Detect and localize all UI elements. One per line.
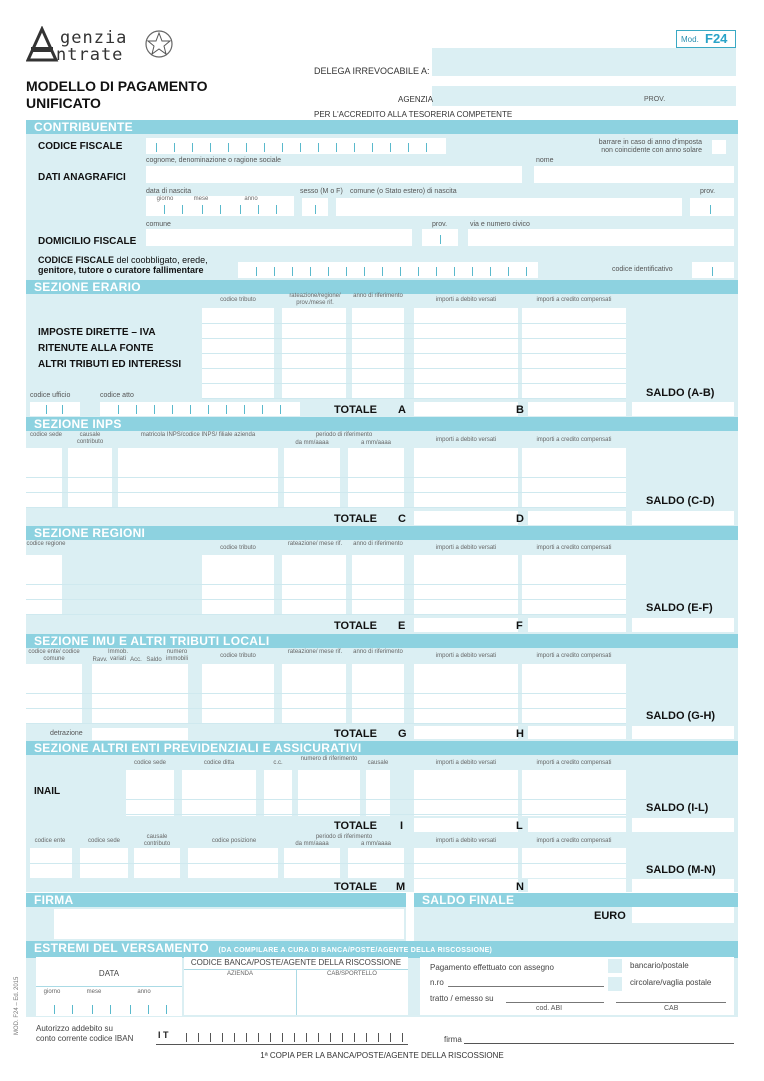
f24-badge xyxy=(676,30,736,48)
estremi-data-label: DATA xyxy=(98,969,120,978)
inail-label: INAIL xyxy=(34,786,61,797)
pagamento-label: Pagamento effettuato con assegno xyxy=(430,963,554,972)
form-title xyxy=(26,78,207,112)
altri-col-causale: causale xyxy=(367,760,389,766)
imu-totale-g-field[interactable] xyxy=(414,726,518,739)
imu-col-codice-tributo: codice tributo xyxy=(220,653,256,659)
estremi-giorno: giorno xyxy=(43,989,61,995)
emblem-icon xyxy=(144,28,174,60)
data-nascita-field[interactable] xyxy=(146,196,294,216)
regioni-col-codice-tributo: codice tributo xyxy=(220,545,256,551)
prov-nascita-label: prov. xyxy=(700,188,716,195)
inps-col-codice-sede: codice sede xyxy=(29,432,63,438)
via-label: via e numero civico xyxy=(470,221,530,228)
footer-copia: 1ª COPIA PER LA BANCA/POSTE/AGENTE DELLA RISCOSSIONE xyxy=(260,1051,504,1060)
estremi-header xyxy=(26,941,738,958)
nome-label: nome xyxy=(536,157,554,164)
inps-col-periodo: periodo di riferimento xyxy=(315,432,373,438)
inps-saldo-field[interactable] xyxy=(632,511,734,525)
altri-col-codice-ditta: codice ditta xyxy=(203,760,235,766)
coobbligato-line2: genitore, tutore o curatore fallimentare xyxy=(38,265,204,275)
codice-identificativo-label: codice identificativo xyxy=(612,266,673,273)
comune-nascita-field[interactable] xyxy=(336,198,682,216)
regioni-e-label: E xyxy=(398,620,406,632)
codice-atto-label: codice atto xyxy=(100,392,134,399)
side-code-text: MOD. F24 – Ed. 2015 xyxy=(14,976,20,1035)
altri-col-codice-posizione: codice posizione xyxy=(211,838,257,844)
inps-col-causale: causale contributo xyxy=(76,432,104,445)
imu-col-numero: numero immobili xyxy=(166,649,189,662)
sesso-field[interactable] xyxy=(302,198,328,216)
altri-col-codice-sede2: codice sede xyxy=(87,838,121,844)
prov-nascita-field[interactable] xyxy=(690,198,734,216)
prov-domicilio-field[interactable] xyxy=(422,229,458,246)
logo-line1: genzia xyxy=(60,28,128,48)
erario-b-label: B xyxy=(516,404,524,416)
saldo-finale-field[interactable] xyxy=(632,907,734,923)
codice-ufficio-field[interactable] xyxy=(30,402,80,416)
erario-header: SEZIONE ERARIO xyxy=(26,280,738,294)
altri-col-debito: importi a debito versati xyxy=(435,760,497,766)
coobbligato-cf-field[interactable] xyxy=(238,262,538,278)
regioni-totale-f-field[interactable] xyxy=(528,618,626,632)
altri-totale-label: TOTALE xyxy=(334,881,377,893)
inps-totale-c-field[interactable] xyxy=(414,511,518,525)
inps-totale-d-field[interactable] xyxy=(528,511,626,525)
data-nascita-label: data di nascita xyxy=(146,188,192,195)
title-line2: UNIFICATO xyxy=(26,95,101,111)
comune-nascita-label: comune (o Stato estero) di nascita xyxy=(350,188,457,195)
inps-saldo-label: SALDO (C-D) xyxy=(646,495,715,507)
erario-totale-b-field[interactable] xyxy=(528,402,626,416)
altri-totale-m-field[interactable] xyxy=(414,879,518,892)
imu-col-debito: importi a debito versati xyxy=(435,653,497,659)
inps-header: SEZIONE INPS xyxy=(26,417,738,431)
inps-c-label: C xyxy=(398,513,406,525)
erario-col-anno: anno di riferimento xyxy=(353,293,403,299)
estremi-anno: anno xyxy=(137,989,151,995)
domicilio-fiscale-label: DOMICILIO FISCALE xyxy=(38,236,137,247)
imu-g-label: G xyxy=(398,728,407,740)
altri-enti-header: SEZIONE ALTRI ENTI PREVIDENZIALI E ASSICURATIVI xyxy=(26,741,738,755)
title-line1: MODELLO DI PAGAMENTO xyxy=(26,78,208,94)
tratto-label: tratto / emesso su xyxy=(430,994,494,1003)
cab-label: CAB/SPORTELLO xyxy=(327,971,377,977)
cognome-field[interactable] xyxy=(146,166,522,183)
inps-d-label: D xyxy=(516,513,524,525)
autorizzo-firma-label: firma xyxy=(444,1035,462,1044)
altri-col-cc: c.c. xyxy=(273,760,283,766)
imu-col-saldo: Saldo xyxy=(146,657,162,663)
codice-banca-label: CODICE BANCA/POSTE/AGENTE DELLA RISCOSSIONE xyxy=(190,958,402,967)
altri-n-label: N xyxy=(516,881,524,893)
inail-totale-label: TOTALE xyxy=(334,820,377,832)
delega-field[interactable] xyxy=(432,48,736,76)
detrazione-field[interactable] xyxy=(92,728,188,740)
imu-col-rateazione: rateazione/ mese rif. xyxy=(287,649,343,655)
firma-header: FIRMA xyxy=(26,893,406,907)
mese-caption: mese xyxy=(193,196,209,202)
nro-label: n.ro xyxy=(430,978,444,987)
inps-row-lines xyxy=(26,463,626,508)
logo-line2: ntrate xyxy=(56,45,124,65)
imu-col-acc: Acc. xyxy=(130,657,142,663)
prov-label: PROV. xyxy=(644,96,666,103)
side-code xyxy=(14,965,24,1045)
comune-field[interactable] xyxy=(146,229,412,246)
inail-i-label: I xyxy=(400,820,404,832)
erario-totale-label: TOTALE xyxy=(334,404,377,416)
erario-saldo-label: SALDO (A-B) xyxy=(646,387,715,399)
sesso-label: sesso (M o F) xyxy=(300,188,343,195)
codice-identificativo-field[interactable] xyxy=(692,262,734,278)
estremi-assegno-box xyxy=(420,957,734,1015)
codice-fiscale-label: CODICE FISCALE xyxy=(38,141,123,152)
altri-col-codice-ente: codice ente xyxy=(34,838,66,844)
regioni-col-debito: importi a debito versati xyxy=(435,545,497,551)
erario-left2: RITENUTE ALLA FONTE xyxy=(38,343,154,354)
estremi-data-field[interactable] xyxy=(36,986,182,1016)
nome-field[interactable] xyxy=(534,166,734,183)
agenzia-label: AGENZIA xyxy=(398,95,434,104)
inail-row-lines xyxy=(126,785,626,816)
altri-row-lines xyxy=(30,863,626,879)
altri-col-numero: numero di riferimento xyxy=(300,756,358,762)
erario-col-debito: importi a debito versati xyxy=(435,297,497,303)
bancario-label: bancario/postale xyxy=(630,961,689,970)
erario-row-lines xyxy=(202,323,626,399)
saldo-finale-header: SALDO FINALE xyxy=(414,893,738,907)
codice-atto-field[interactable] xyxy=(100,402,300,416)
altri-saldo-field[interactable] xyxy=(632,879,734,892)
regioni-col-anno: anno di riferimento xyxy=(353,541,403,547)
inail-totale-l-field[interactable] xyxy=(528,818,626,832)
cod-abi-label: cod. ABI xyxy=(536,1005,563,1012)
inps-col-da: da mm/aaaa xyxy=(295,440,329,446)
inail-saldo-field[interactable] xyxy=(632,818,734,832)
comune-label: comune xyxy=(146,221,171,228)
altri-saldo-label: SALDO (M-N) xyxy=(646,864,716,876)
via-field[interactable] xyxy=(468,229,734,246)
erario-col-credito: importi a credito compensati xyxy=(536,297,612,303)
imu-h-label: H xyxy=(516,728,524,740)
erario-totale-a-field[interactable] xyxy=(414,402,518,416)
inps-col-credito: importi a credito compensati xyxy=(536,437,612,443)
prov-domicilio-label: prov. xyxy=(432,221,448,228)
altri-col-da: da mm/aaaa xyxy=(295,841,329,847)
regioni-col-codice-regione: codice regione xyxy=(26,541,66,547)
autorizzo-line2: conto corrente codice IBAN xyxy=(36,1034,134,1043)
autorizzo-label xyxy=(36,1024,133,1044)
badge-code: F24 xyxy=(705,31,728,46)
inps-totale-label: TOTALE xyxy=(334,513,377,525)
imu-col-codice-ente: codice ente/ codice comune xyxy=(28,649,80,662)
firma-field[interactable] xyxy=(54,909,404,939)
imu-saldo-label: SALDO (G-H) xyxy=(646,710,716,722)
codice-fiscale-field[interactable] xyxy=(146,138,446,154)
imu-col-immob: Immob. variati xyxy=(108,649,129,662)
imu-saldo-field[interactable] xyxy=(632,726,734,739)
detrazione-label: detrazione xyxy=(50,730,83,737)
azienda-label: AZIENDA xyxy=(226,971,253,977)
circolare-label: circolare/vaglia postale xyxy=(630,978,712,987)
regioni-header: SEZIONE REGIONI xyxy=(26,526,738,540)
estremi-title: ESTREMI DEL VERSAMENTO xyxy=(34,941,209,955)
regioni-saldo-field[interactable] xyxy=(632,618,734,632)
coobbligato-rest: del coobbligato, erede, xyxy=(114,255,208,265)
cab2-label: CAB xyxy=(664,1005,679,1012)
altri-m-label: M xyxy=(396,881,406,893)
regioni-f-label: F xyxy=(516,620,523,632)
inail-l-label: L xyxy=(516,820,523,832)
erario-saldo-field[interactable] xyxy=(632,402,734,416)
codice-ufficio-label: codice ufficio xyxy=(30,392,71,399)
imu-col-ravv: Ravv. xyxy=(92,657,108,663)
bancario-checkbox[interactable] xyxy=(608,959,622,973)
autorizzo-line1: Autorizzo addebito su xyxy=(36,1024,113,1033)
erario-left3: ALTRI TRIBUTI ED INTERESSI xyxy=(38,359,182,370)
imu-totale-label: TOTALE xyxy=(334,728,377,740)
erario-col-codice-tributo: codice tributo xyxy=(220,297,256,303)
inail-totale-i-field[interactable] xyxy=(414,818,518,832)
regioni-row-lines xyxy=(26,570,626,615)
regioni-totale-label: TOTALE xyxy=(334,620,377,632)
agenzia-a-mark-icon xyxy=(26,26,60,62)
anno-solare-checkbox[interactable] xyxy=(712,140,726,154)
contribuente-header: CONTRIBUENTE xyxy=(26,120,738,134)
regioni-col-rateazione: rateazione/ mese rif. xyxy=(287,541,343,547)
erario-left-labels xyxy=(38,325,181,373)
giorno-caption: giorno xyxy=(156,196,174,202)
barrare-note: barrare in caso di anno d'imposta non coincidente con anno solare xyxy=(598,139,702,154)
imu-col-anno: anno di riferimento xyxy=(353,649,403,655)
altri-col-periodo: periodo di riferimento xyxy=(315,834,373,840)
anno-caption: anno xyxy=(244,196,258,202)
autorizzo-firma-line[interactable] xyxy=(464,1043,734,1044)
badge-mod: Mod. xyxy=(681,35,699,44)
imu-totale-h-field[interactable] xyxy=(528,726,626,739)
accredito-label: PER L'ACCREDITO ALLA TESORERIA COMPETENTE xyxy=(314,110,513,119)
altri-col-codice-sede: codice sede xyxy=(133,760,167,766)
inps-col-debito: importi a debito versati xyxy=(435,437,497,443)
regioni-col-credito: importi a credito compensati xyxy=(536,545,612,551)
altri-col-credito2: importi a credito compensati xyxy=(536,838,612,844)
altri-col-a: a mm/aaaa xyxy=(360,841,391,847)
altri-totale-n-field[interactable] xyxy=(528,879,626,892)
imu-row-lines xyxy=(26,679,626,724)
coobbligato-bold: CODICE FISCALE xyxy=(38,255,115,265)
imu-header: SEZIONE IMU E ALTRI TRIBUTI LOCALI xyxy=(26,634,738,648)
cognome-label: cognome, denominazione o ragione sociale xyxy=(146,157,282,164)
estremi-mese: mese xyxy=(86,989,102,995)
regioni-saldo-label: SALDO (E-F) xyxy=(646,602,713,614)
agenzia-field[interactable] xyxy=(432,86,736,106)
estremi-subtitle: (DA COMPILARE A CURA DI BANCA/POSTE/AGENTE DELLA RISCOSSIONE) xyxy=(218,947,493,954)
estremi-banca-box xyxy=(184,957,408,1015)
euro-label: EURO xyxy=(594,910,626,922)
agenzia-logo xyxy=(26,26,176,68)
regioni-totale-e-field[interactable] xyxy=(414,618,518,632)
circolare-checkbox[interactable] xyxy=(608,977,622,991)
dati-anagrafici-label: DATI ANAGRAFICI xyxy=(38,172,126,183)
iban-field[interactable] xyxy=(156,1030,408,1045)
erario-left1: IMPOSTE DIRETTE – IVA xyxy=(38,327,156,338)
iban-prefix: I T xyxy=(158,1030,169,1040)
inps-col-a: a mm/aaaa xyxy=(360,440,391,446)
altri-col-debito2: importi a debito versati xyxy=(435,838,497,844)
inps-col-matricola: matricola INPS/codice INPS/ filiale azienda xyxy=(140,432,256,438)
erario-col-rateazione: rateazione/regione/ prov./mese rif. xyxy=(289,293,341,306)
coobbligato-label xyxy=(38,255,208,275)
delega-label: DELEGA IRREVOCABILE A: xyxy=(314,66,430,76)
altri-col-causale2: causale contributo xyxy=(143,834,171,847)
inail-saldo-label: SALDO (I-L) xyxy=(646,802,709,814)
erario-a-label: A xyxy=(398,404,406,416)
altri-col-credito: importi a credito compensati xyxy=(536,760,612,766)
imu-col-credito: importi a credito compensati xyxy=(536,653,612,659)
